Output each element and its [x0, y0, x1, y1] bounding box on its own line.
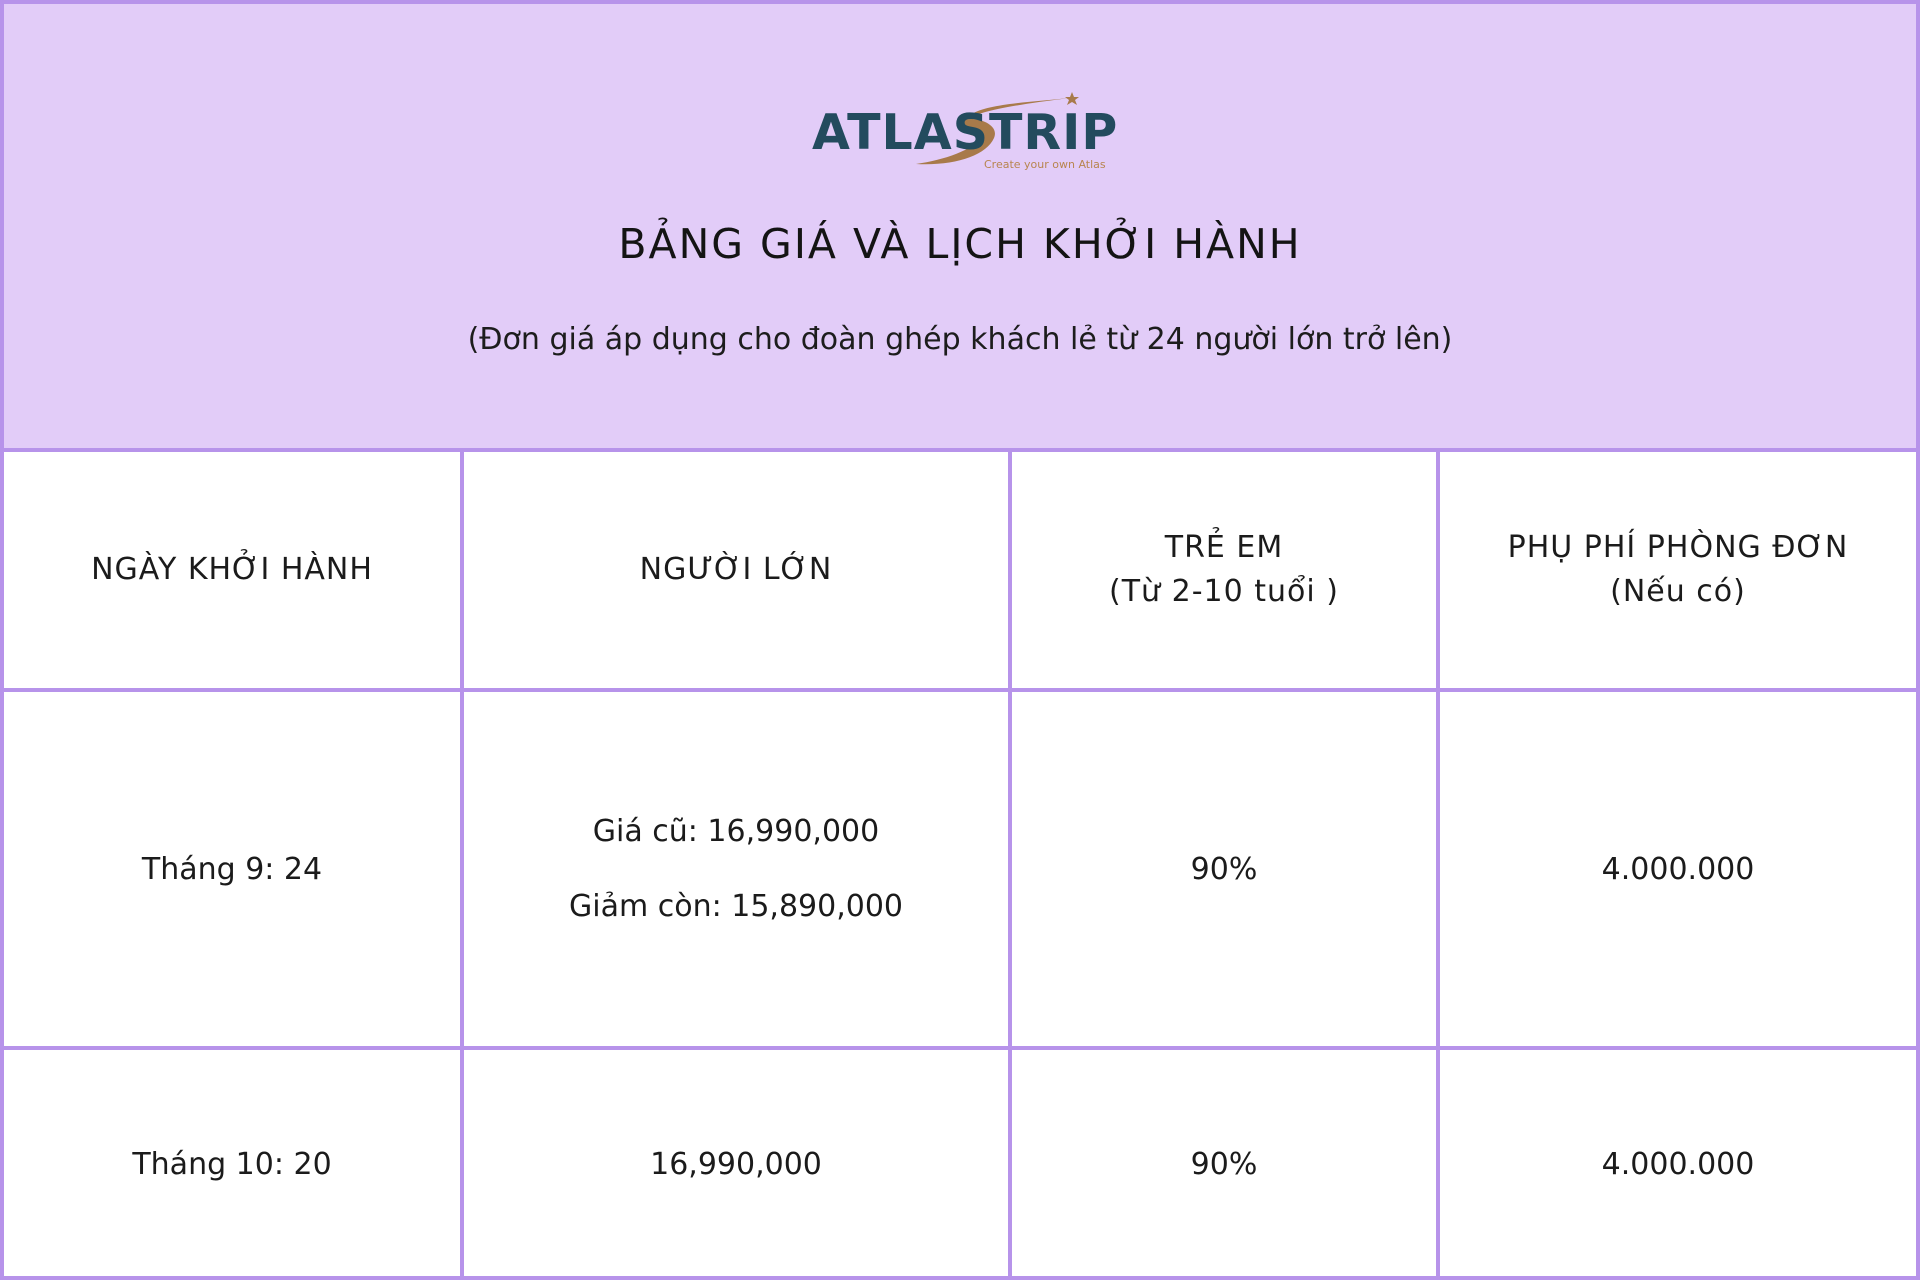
departure-date-cell: Tháng 10: 20 [4, 1048, 462, 1278]
column-header-label: NGƯỜI LỚN [639, 552, 833, 587]
column-header-label: TRẺ EM [1164, 530, 1284, 565]
discounted-price: Giảm còn: 15,890,000 [569, 889, 903, 924]
page-subtitle: (Đơn giá áp dụng cho đoàn ghép khách lẻ từ 24 người lớn trở lên) [467, 322, 1453, 357]
single-room-fee-cell: 4.000.000 [1438, 690, 1916, 1048]
adult-price-cell [462, 690, 1010, 1048]
column-header-child [1010, 452, 1438, 690]
price-table [4, 452, 1916, 1278]
price-spacer [464, 849, 1008, 889]
child-rate-cell: 90% [1010, 1048, 1438, 1278]
column-header-single-room [1438, 452, 1916, 690]
column-header-date [4, 452, 462, 690]
column-header-label: NGÀY KHỞI HÀNH [91, 552, 373, 587]
page-title: BẢNG GIÁ VÀ LỊCH KHỞI HÀNH [618, 220, 1302, 268]
single-room-fee-cell: 4.000.000 [1438, 1048, 1916, 1278]
logo-wordmark: ATLASTRIP [812, 104, 1119, 161]
table-header-row [4, 452, 1916, 690]
column-header-sublabel: (Từ 2-10 tuổi ) [1109, 574, 1339, 609]
column-header-label: PHỤ PHÍ PHÒNG ĐƠN [1507, 530, 1849, 565]
table-row [4, 690, 1916, 1048]
logo-tagline: Create your own Atlas [984, 158, 1106, 171]
child-rate-cell: 90% [1010, 690, 1438, 1048]
header-banner [4, 4, 1916, 452]
column-header-adult [462, 452, 1010, 690]
column-header-sublabel: (Nếu có) [1610, 574, 1746, 609]
departure-date-cell: Tháng 9: 24 [4, 690, 462, 1048]
old-price: Giá cũ: 16,990,000 [592, 814, 880, 849]
adult-price-cell: 16,990,000 [462, 1048, 1010, 1278]
atlastrip-logo [804, 86, 1124, 178]
table-row [4, 1048, 1916, 1278]
